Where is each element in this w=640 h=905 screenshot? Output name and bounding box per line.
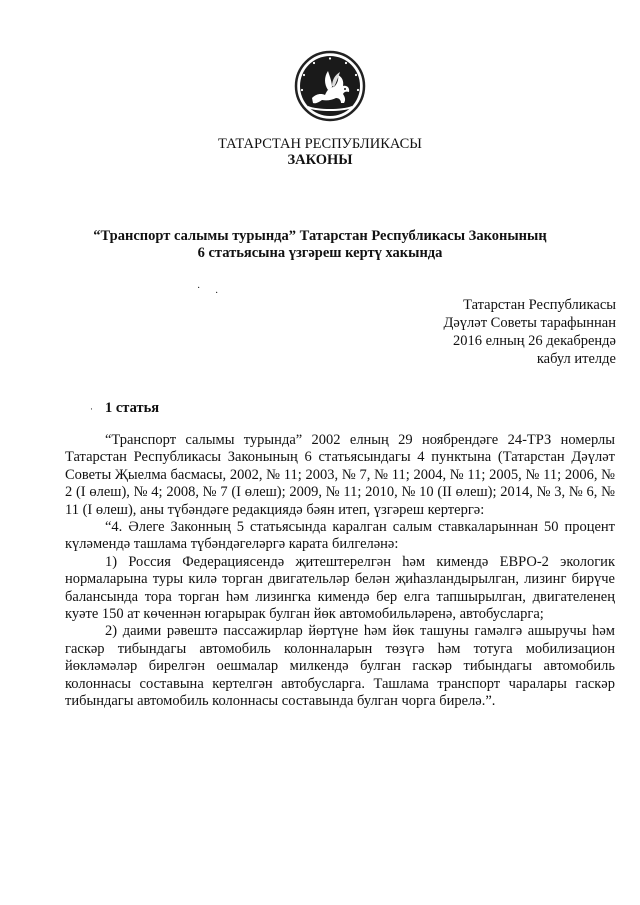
article-paragraph: “4. Әлеге Законның 5 статьясында каралган салым ставкаларыннан 50 процент күләмендә ташлама түбәндәгеләргә карата билгеләнә:: [65, 519, 615, 553]
scan-speck: ·: [215, 288, 219, 299]
article-body: [65, 432, 615, 711]
law-title-line-2: 6 статьясына үзгәреш кертү хакында: [197, 245, 443, 261]
adoption-line-1: Татарстан Республикасы: [463, 297, 616, 313]
adoption-block: [443, 296, 616, 368]
adoption-line-3: 2016 елның 26 декабрендә: [452, 333, 616, 349]
article-heading: 1 статья: [105, 400, 160, 416]
adoption-line-2: Дәүләт Советы тарафыннан: [443, 315, 616, 331]
law-title-line-1: “Транспорт салымы турында” Татарстан Республикасы Законының: [93, 228, 547, 244]
scan-speck: ·: [90, 404, 93, 414]
article-paragraph: “Транспорт салымы турында” 2002 елның 29 ноябрендәге 24-ТРЗ номерлы Татарстан Республикасы Законының 6 статьясындагы 4 пунктына (Татарстан Дәүләт Советы Җыелма басмасы, 2002, № 11; 2003, № 7, № 11; 2004, № 11; 2005, № 11; 2006, № 2 (I өлеш), № 4; 2008, № 7 (I өлеш); 2009, № 11; 2010, № 10 (II өлеш); 2014, № 3, № 6, № 11 (I өлеш), аны түбәндәге редакциядә бәян итеп, үзгәреш кертергә:: [65, 432, 615, 518]
tatarstan-coat-of-arms-icon: [294, 50, 366, 122]
adoption-line-4: кабул ителде: [536, 351, 616, 367]
article-paragraph: 1) Россия Федерациясендә җитештерелгән һәм кимендә ЕВРО-2 экологик нормаларына туры килә торган двигательләр белән җиһазландырылган, лизинг бирүче балансында тора торган һәм лизингка кимендә бер елга тапшырылган, двигателенең куәте 150 ат көченнән югарырак булган йөк автомобильләренә, автобусларга;: [65, 553, 615, 623]
scan-speck: ·: [197, 283, 201, 294]
laws-heading: ЗАКОНЫ: [287, 152, 353, 168]
republic-heading: ТАТАРСТАН РЕСПУБЛИКАСЫ: [218, 136, 422, 152]
article-paragraph: 2) даими рәвештә пассажирлар йөртүне һәм йөк ташуны гамәлгә ашыручы һәм гаскәр тибындагы автомобиль колонналарын төзүгә һәм тотуга мобилизацион йөкләмәләр бирелгән оешмалар милкендә булган гаскәр тибындагы автомобиль колоннасы составына кертелгән автобусларга. Ташлама транспорт чаралары гаскәр тибындагы автомобиль колоннасы составында булган чорга бирелә.”.: [65, 623, 615, 710]
